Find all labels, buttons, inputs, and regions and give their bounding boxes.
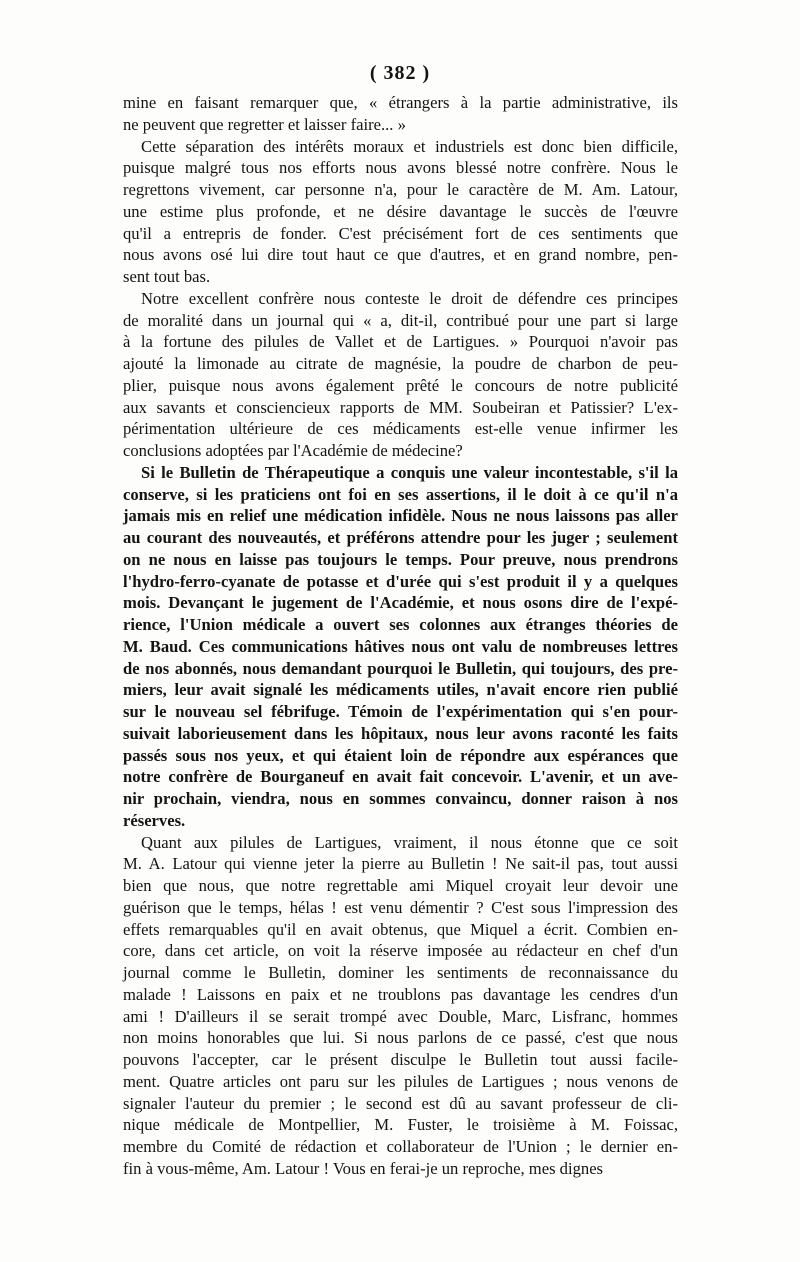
text-line: aux savants et consciencieux rapports de MM. Soubeiran et Patissier? L'ex- <box>123 397 678 417</box>
text-line: on ne nous en laisse pas toujours le temps. Pour preuve, nous prendrons <box>123 549 678 569</box>
text-line: mois. Devançant le jugement de l'Académie, et nous osons dire de l'expé- <box>123 593 678 613</box>
text-line: plier, puisque nous avons également prêté le concours de notre publicité <box>123 375 678 395</box>
text-line: à la fortune des pilules de Vallet et de Lartigues. » Pourquoi n'avoir pas <box>123 332 678 352</box>
paragraph <box>123 462 678 832</box>
body-text <box>123 92 678 1180</box>
text-line: non moins honorables que lui. Si nous parlons de ce passé, c'est que nous <box>123 1028 678 1048</box>
text-line: membre du Comité de rédaction et collaborateur de l'Union ; le dernier en- <box>123 1137 678 1156</box>
text-line: qu'il a entrepris de fonder. C'est précisément fort de ces sentiments que <box>123 223 678 243</box>
text-line: suivait laborieusement dans les hôpitaux, nous leur avons raconté les faits <box>123 723 678 743</box>
text-line: pouvons l'accepter, car le présent disculpe le Bulletin tout aussi facile- <box>123 1050 678 1069</box>
text-line: Notre excellent confrère nous conteste le droit de défendre ces principes <box>141 288 678 308</box>
text-line: bien que nous, que notre regrettable ami Miquel croyait leur devoir une <box>123 876 678 895</box>
text-line: réserves. <box>123 810 186 830</box>
text-line: de moralité dans un journal qui « a, dit-il, contribué pour une part si large <box>123 310 678 330</box>
text-line: l'hydro-ferro-cyanate de potasse et d'urée qui s'est produit il y a quelques <box>123 571 678 591</box>
text-line: périmentation ultérieure de ces médicaments est-elle venue infirmer les <box>123 419 678 439</box>
text-line: Quant aux pilules de Lartigues, vraiment, il nous étonne que ce soit <box>141 832 678 852</box>
text-line: regrettons vivement, car personne n'a, pour le caractère de M. Am. Latour, <box>123 180 678 199</box>
text-line: sent tout bas. <box>123 267 211 286</box>
text-line: nous avons osé lui dire tout haut ce que d'autres, et en grand nombre, pen- <box>123 245 678 265</box>
paragraph <box>123 288 678 462</box>
text-line: nique médicale de Montpellier, M. Fuster, le troisième à M. Foissac, <box>123 1115 678 1135</box>
text-line: jamais mis en relief une médication infidèle. Nous ne nous laissons pas aller <box>123 506 678 526</box>
paragraph <box>123 832 678 1180</box>
text-line: M. Baud. Ces communications hâtives nous ont valu de nombreuses lettres <box>123 636 678 656</box>
text-line: Cette séparation des intérêts moraux et industriels est donc bien difficile, <box>141 136 678 156</box>
text-line: guérison que le temps, hélas ! est venu démentir ? C'est sous l'impression des <box>123 897 678 917</box>
text-line: une estime plus profonde, et ne désire davantage le succès de l'œuvre <box>123 201 678 221</box>
text-line: mine en faisant remarquer que, « étrangers à la partie administrative, ils <box>123 93 678 112</box>
text-line: effets remarquables qu'il en avait obtenus, que Miquel a écrit. Combien en- <box>123 919 678 939</box>
text-line: fin à vous-même, Am. Latour ! Vous en ferai-je un reproche, mes dignes <box>123 1158 604 1178</box>
text-line: Si le Bulletin de Thérapeutique a conquis une valeur incontestable, s'il la <box>141 462 678 482</box>
text-line: de nos abonnés, nous demandant pourquoi le Bulletin, qui toujours, des pre- <box>123 658 678 678</box>
text-line: ment. Quatre articles ont paru sur les pilules de Lartigues ; nous venons de <box>123 1071 678 1091</box>
text-line: core, dans cet article, on voit la réserve imposée au rédacteur en chef d'un <box>123 941 678 961</box>
text-line: M. A. Latour qui vienne jeter la pierre au Bulletin ! Ne sait-il pas, tout aussi <box>123 854 678 874</box>
page-number: ( 382 ) <box>369 62 431 84</box>
text-line: conclusions adoptées par l'Académie de médecine? <box>123 441 463 460</box>
text-line: ne peuvent que regretter et laisser faire... » <box>123 114 406 134</box>
text-line: conserve, si les praticiens ont foi en ses assertions, il le doit à ce qu'il n'a <box>123 484 678 504</box>
text-line: miers, leur avait signalé les médicaments utiles, n'avait encore rien publié <box>123 680 678 700</box>
paragraph <box>123 136 678 288</box>
text-line: sur le nouveau sel fébrifuge. Témoin de l'expérimentation qui s'en pour- <box>123 702 678 721</box>
text-line: ajouté la limonade au citrate de magnésie, la poudre de charbon de peu- <box>123 354 678 373</box>
text-line: rience, l'Union médicale a ouvert ses colonnes aux étranges théories de <box>123 615 678 634</box>
text-line: nir prochain, viendra, nous en sommes convaincu, donner raison à nos <box>123 789 678 808</box>
paragraph <box>123 92 678 136</box>
text-line: au courant des nouveautés, et préférons attendre pour les juger ; seulement <box>123 528 678 547</box>
text-line: puisque malgré tous nos efforts nous avons blessé notre confrère. Nous le <box>123 158 678 178</box>
text-line: malade ! Laissons en paix et ne troublons pas davantage les cendres d'un <box>123 984 678 1004</box>
text-line: notre confrère de Bourganeuf en avait fait concevoir. L'avenir, et un ave- <box>123 767 678 787</box>
text-line: journal comme le Bulletin, dominer les sentiments de reconnaissance du <box>123 963 678 982</box>
text-line: ami ! D'ailleurs il se serait trompé avec Double, Marc, Lisfranc, hommes <box>123 1006 678 1026</box>
text-line: signaler l'auteur du premier ; le second est dû au savant professeur de cli- <box>123 1093 678 1113</box>
text-line: passés sous nos yeux, et qui étaient loin de répondre aux espérances que <box>123 745 678 765</box>
